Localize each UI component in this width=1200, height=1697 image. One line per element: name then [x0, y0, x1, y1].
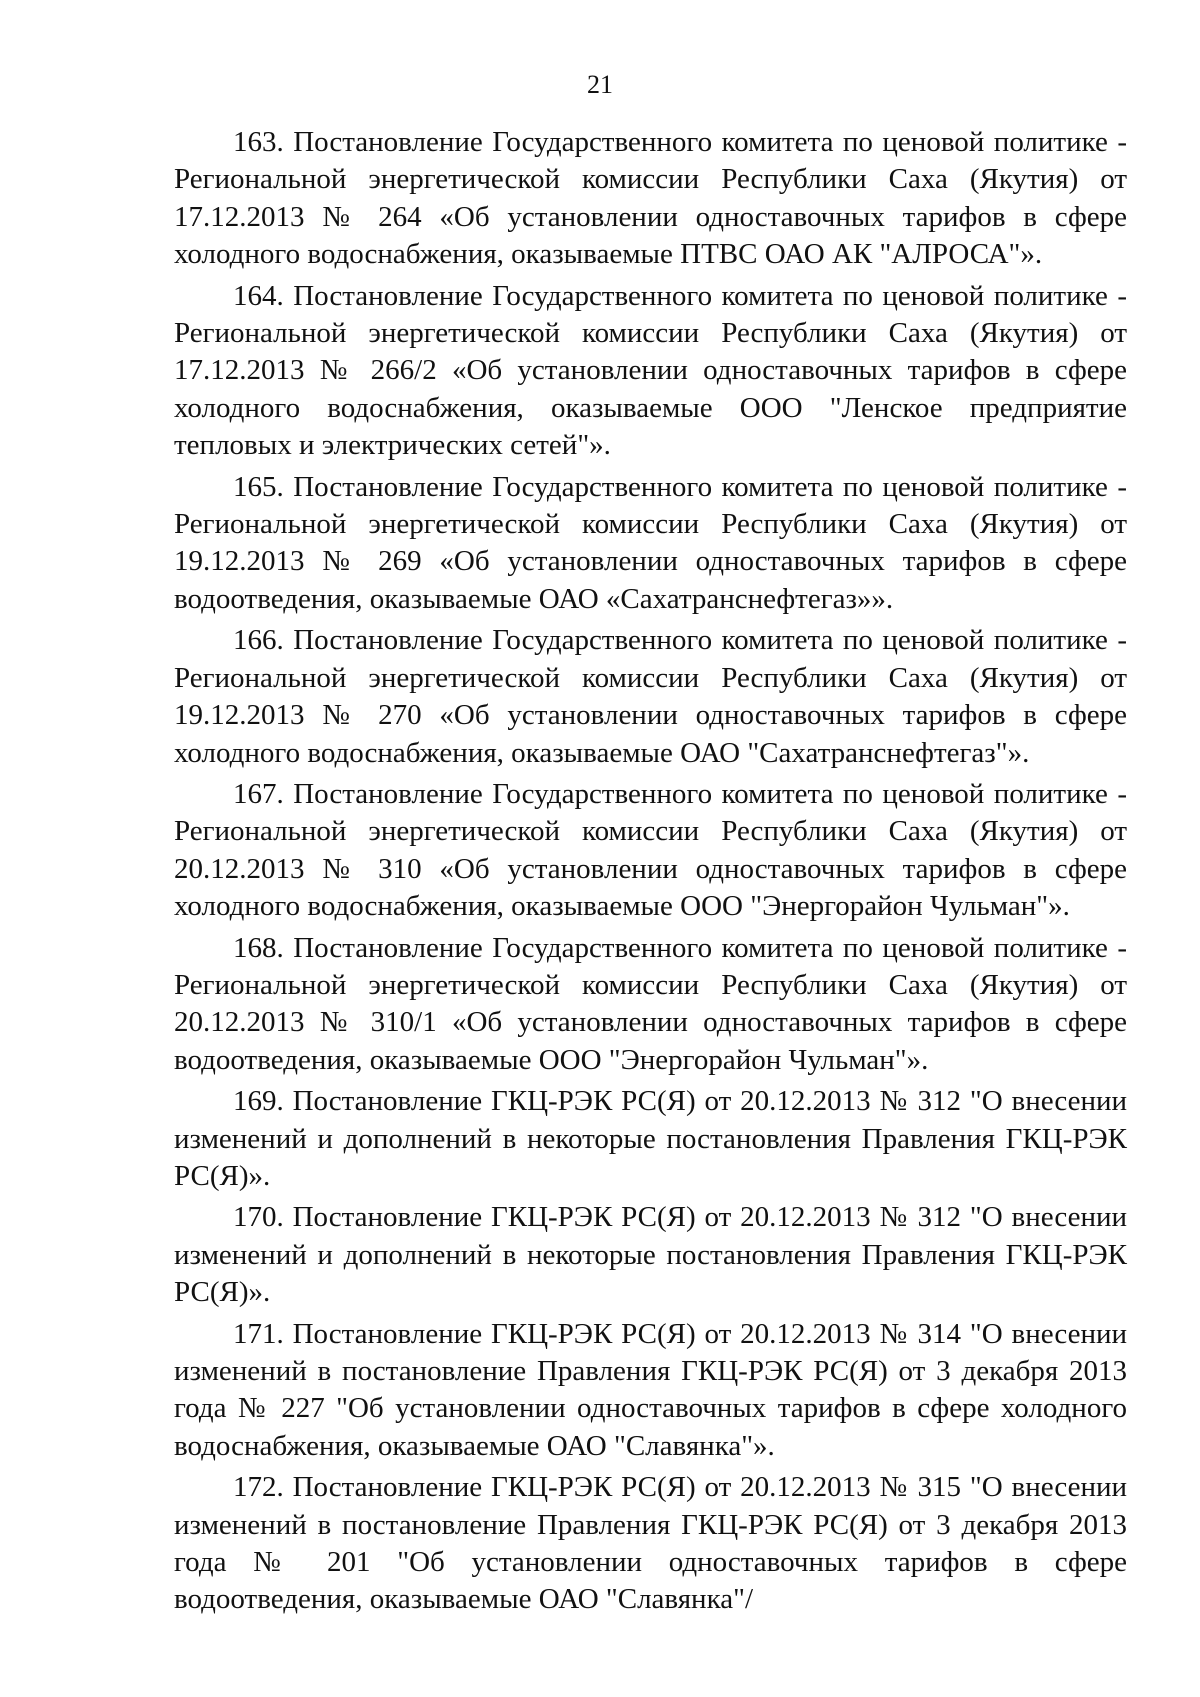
list-item: 164. Постановление Государственного комитета по ценовой политике - Региональной энергетической комиссии Республики Саха (Якутия) от 17.12.2013 № 266/2 «Об установлении одноставочных тарифов в сфере холодного водоснабжения, оказываемые ООО "Ленское предприятие тепловых и электрических сетей"». [174, 279, 1127, 462]
list-item: 165. Постановление Государственного комитета по ценовой политике - Региональной энергетической комиссии Республики Саха (Якутия) от 19.12.2013 № 269 «Об установлении одноставочных тарифов в сфере водоотведения, оказываемые ОАО «Сахатранснефтегаз»». [174, 470, 1127, 615]
list-item: 168. Постановление Государственного комитета по ценовой политике - Региональной энергетической комиссии Республики Саха (Якутия) от 20.12.2013 № 310/1 «Об установлении одноставочных тарифов в сфере водоотведения, оказываемые ООО "Энергорайон Чульман"». [174, 931, 1127, 1076]
list-item: 172. Постановление ГКЦ-РЭК РС(Я) от 20.12.2013 № 315 "О внесении изменений в постановление Правления ГКЦ-РЭК РС(Я) от 3 декабря 2013 года № 201 "Об установлении одноставочных тарифов в сфере водоотведения, оказываемые ОАО "Славянка"/ [174, 1471, 1127, 1616]
document-body [174, 124, 1127, 1623]
list-item: 170. Постановление ГКЦ-РЭК РС(Я) от 20.12.2013 № 312 "О внесении изменений и дополнений в некоторые постановления Правления ГКЦ-РЭК РС(Я)». [174, 1201, 1127, 1309]
list-item: 169. Постановление ГКЦ-РЭК РС(Я) от 20.12.2013 № 312 "О внесении изменений и дополнений в некоторые постановления Правления ГКЦ-РЭК РС(Я)». [174, 1085, 1127, 1192]
list-item: 166. Постановление Государственного комитета по ценовой политике - Региональной энергетической комиссии Республики Саха (Якутия) от 19.12.2013 № 270 «Об установлении одноставочных тарифов в сфере холодного водоснабжения, оказываемые ОАО "Сахатранснефтегаз"». [174, 624, 1127, 769]
list-item: 167. Постановление Государственного комитета по ценовой политике - Региональной энергетической комиссии Республики Саха (Якутия) от 20.12.2013 № 310 «Об установлении одноставочных тарифов в сфере холодного водоснабжения, оказываемые ООО "Энергорайон Чульман"». [174, 777, 1127, 923]
list-item: 171. Постановление ГКЦ-РЭК РС(Я) от 20.12.2013 № 314 "О внесении изменений в постановление Правления ГКЦ-РЭК РС(Я) от 3 декабря 2013 года № 227 "Об установлении одноставочных тарифов в сфере холодного водоснабжения, оказываемые ОАО "Славянка"». [174, 1317, 1127, 1462]
page-number: 21 [587, 70, 613, 99]
list-item: 163. Постановление Государственного комитета по ценовой политике - Региональной энергетической комиссии Республики Саха (Якутия) от 17.12.2013 № 264 «Об установлении одноставочных тарифов в сфере холодного водоснабжения, оказываемые ПТВС ОАО АК "АЛРОСА"». [174, 126, 1127, 271]
